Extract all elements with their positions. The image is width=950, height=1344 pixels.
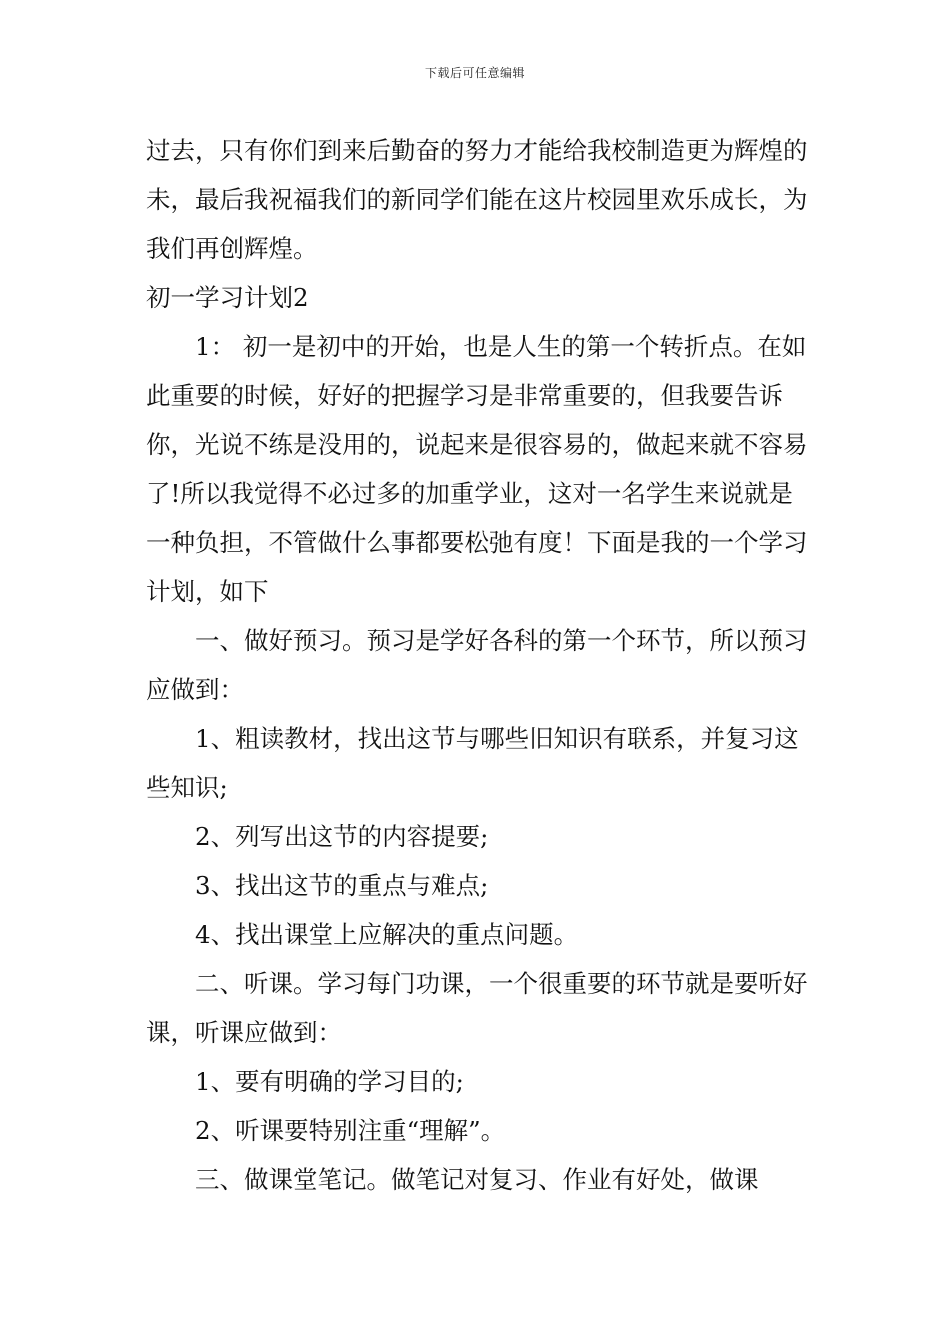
paragraph-listening: 二、听课。学习每门功课，一个很重要的环节就是要听好课，听课应做到： xyxy=(146,969,808,1047)
list-item: 2、听课要特别注重“理解”。 xyxy=(195,1116,506,1145)
paragraph-intro: 1： 初一是初中的开始，也是人生的第一个转折点。在如此重要的时候，好好的把握学习是非常重要的，但我要告诉你，光说不练是没用的，说起来是很容易的，做起来就不容易了!所以我觉得不必过多的加重学业，这对一名学生来说就是一种负担，不管做什么事都要松弛有度！下面是我的一个学习计划，如下 xyxy=(146,332,808,606)
paragraph-closing-wish: 过去，只有你们到来后勤奋的努力才能给我校制造更为辉煌的未，最后我祝福我们的新同学们能在这片校园里欢乐成长，为我们再创辉煌。 xyxy=(146,136,808,263)
list-item: 3、找出这节的重点与难点; xyxy=(195,871,489,900)
paragraph-preview: 一、做好预习。预习是学好各科的第一个环节，所以预习应做到： xyxy=(146,626,808,704)
list-item: 1、粗读教材，找出这节与哪些旧知识有联系，并复习这些知识; xyxy=(146,724,799,802)
document-body xyxy=(146,126,808,1204)
list-item: 1、要有明确的学习目的; xyxy=(195,1067,464,1096)
section-heading: 初一学习计划2 xyxy=(146,283,309,312)
paragraph-notes: 三、做课堂笔记。做笔记对复习、作业有好处，做课 xyxy=(195,1165,759,1194)
list-item: 2、列写出这节的内容提要; xyxy=(195,822,489,851)
page-header-note: 下载后可任意编辑 xyxy=(424,66,525,80)
list-item: 4、找出课堂上应解决的重点问题。 xyxy=(195,920,579,949)
